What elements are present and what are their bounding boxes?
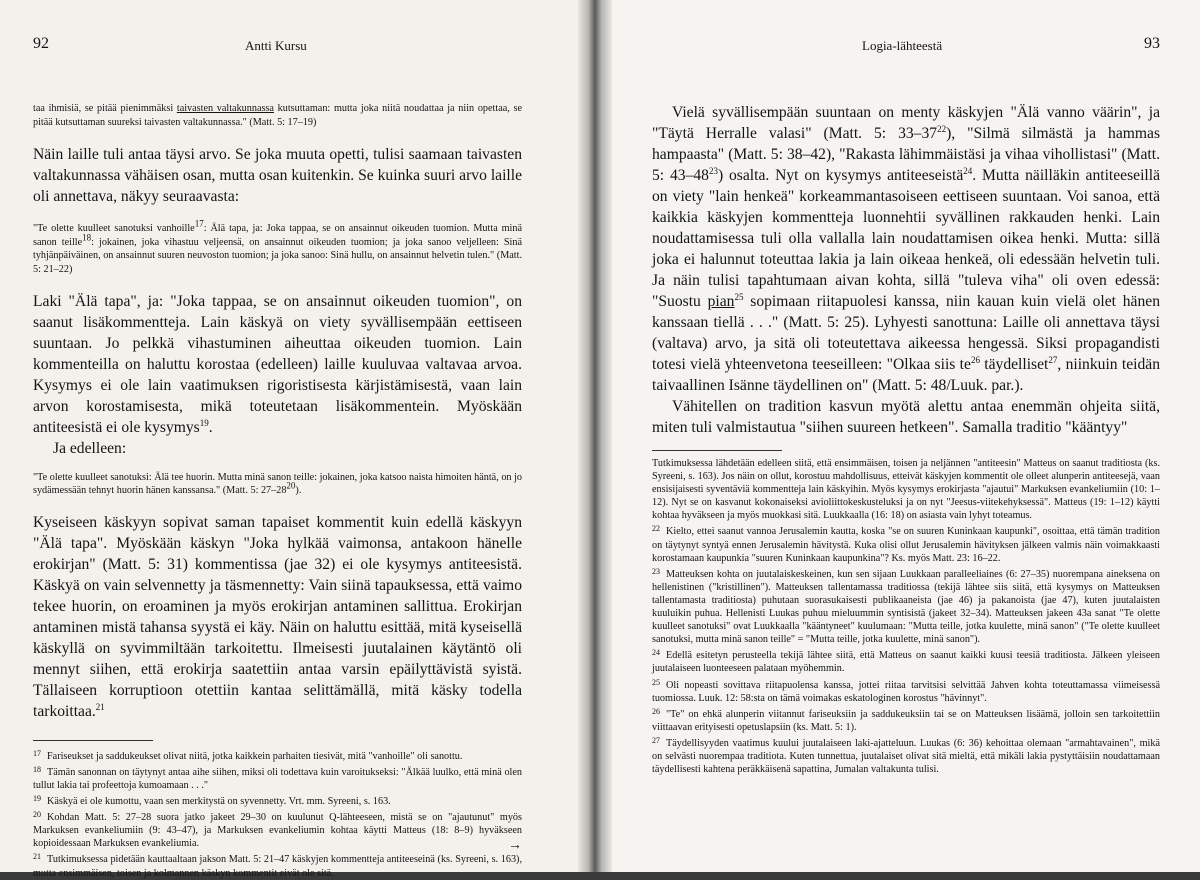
footnote-number: 18 (33, 764, 41, 774)
footnote (652, 676, 1160, 705)
quote-block: "Te olette kuulleet sanotuksi vanhoille$^{17}$: Älä tapa, ja: Joka tappaa, se on ansainnut oikeuden tuomion. Mutta minä sanon teille$^{18}$: jokainen, joka vihastuu veljeensä, on ansainnut oikeuden tuomion; ja joka sanoo veljelleen: Sinä tyhjänpäiväinen, on ansainnut suuren neuvoston tuomion; ja joka sanoo: Sinä hullu, on ansainnut helvetin tulen." (Matt. 5: 21–22) (33, 218, 522, 275)
footnote-number: 25 (652, 677, 660, 687)
footnote-number: 27 (652, 735, 660, 745)
footnote-text: Matteuksen kohta on juutalaiskeskeinen, kun sen sijaan Luukkaan paralleeliaines (6: 27–35) nuorempana aineksena on hellenistinen ("kristillinen"). Matteuksen tallentamassa traditiossa (tekijä lähtee siis siitä, että kysymys on Matteuksen tallentamasta traditiosta) puhutaan suorasukaisesti publikaaneista (jae 46) ja pakanoista (jae 47), kuten juutalaisten kuuluikin puhua. Hellenisti Luukas puhuu mieluummin syntisistä (jakeet 32–34). Matteuksen jakeen 43a sanat "Te olette kuulleet sanotuksi" ovat Luukkaalla "kääntyneet" kuulumaan: "Mutta teille, jotka kuulette, minä sanon" ("Te olette kuulleet sanotuksi, mutta minä sanon teille" = "Mutta teille, jotka kuulette, minä sanon"). (652, 568, 1160, 646)
footnote (652, 522, 1160, 564)
footnote-number: 20 (33, 810, 41, 820)
book-gutter (578, 0, 612, 872)
footnote-number: 24 (652, 648, 660, 658)
footnote-text: Fariseukset ja saddukeukset olivat niitä, jotka kaikkein parhaiten tiesivät, mitä "vanhoille" oli sanottu. (47, 750, 463, 762)
running-head-right: Logia-lähteestä (862, 38, 943, 53)
footnote (33, 850, 522, 879)
body-paragraph: Näin laille tuli antaa täysi arvo. Se joka muuta opetti, tulisi saamaan taivasten valtakunnassa vähäisen osan, mutta osan kuitenkin. Se kuinka suuri arvo laille oli annettava, näkyy seuraavasta: (33, 146, 522, 206)
footnote-number: 23 (652, 566, 660, 576)
footnote-text: Oli nopeasti sovittava riitapuolensa kanssa, jottei riitaa tarvitsisi selvittää Jahven kohta toteuttamassa viimeisessä tuomiossa. Luuk. 12: 58:sta on tämä voimakas eskatologinen korostus "hävinnyt". (652, 679, 1160, 704)
footnote (652, 457, 1160, 522)
footnote (33, 763, 522, 792)
quote-block: "Te olette kuulleet sanotuksi: Älä tee huorin. Mutta minä sanon teille: jokainen, joka katsoo naista himoiten häntä, on jo sydämessään tehnyt huorin hänen kanssansa." (Matt. 5: $27-28^{20}$). (33, 471, 522, 497)
footnote-text: "Te" on ehkä alunperin viitannut fariseuksiin ja saddukeuksiin tai se on Matteuksen lisäämä, jolloin sen tarkoitettiin viittaavan erityisesti opetuslapsiin (ks. Matt. 5: 1). (652, 708, 1160, 733)
footnote (33, 808, 522, 850)
footnote-rule (652, 450, 782, 451)
footnotes-left (33, 747, 522, 880)
footnote (652, 734, 1160, 776)
footnote-number: 26 (652, 706, 660, 716)
footnote-number: 22 (652, 524, 660, 534)
quote-block: taa ihmisiä, se pitää pienimmäksi taivasten valtakunnassa kutsuttaman: mutta joka niitä noudattaa ja niin opettaa, se pitää kutsuttaman suureksi taivasten valtakunnassa." (Matt. 5: 17–19) (33, 103, 522, 128)
footnote-text: Täydellisyyden vaatimus kuului juutalaiseen laki-ajatteluun. Luukas (6: 36) kehoittaa olemaan "armahtavainen", mikä on selvästi nuorempaa traditiota. Kuten tunnettua, juutalaiset olivat sitä mieltä, että mikäli lakia pystyttäisiin noudattamaan täydellisesti kahtena peräkkäisenä sapattina, Jumalan valtakunta tulisi. (652, 737, 1160, 776)
footnote-text: Tutkimuksessa pidetään kauttaaltaan jakson Matt. 5: 21–47 käskyjen kommentteja antiteeseinä (ks. Syreeni, s. 163), mutta ensimmäisen, toisen ja kolmannen käskyn kommentit eivät ole sitä. (33, 854, 522, 879)
page-number-left: 92 (33, 35, 49, 52)
footnote (652, 646, 1160, 675)
footnote-text: Kohdan Matt. 5: 27–28 suora jatko jakeet 29–30 on kuulunut Q-lähteeseen, mistä se on "ajautunut" myös Markuksen evankeliumiin (9: 43–47), ja Markuksen evankeliumin kohtaa käytti Matteus (18: 8–9) hyväkseen kopioidessaan Markuksen evankeliumia. (33, 812, 522, 850)
running-head-left: Antti Kursu (245, 38, 307, 53)
body-paragraph: Ja edelleen: (53, 439, 127, 457)
footnote (652, 565, 1160, 647)
footnote (33, 792, 522, 808)
body-paragraph: Kyseiseen käskyyn sopivat saman tapaiset kommentit kuin edellä käskyyn "Älä tapa". Myöskään käskyn "Joka hylkää vaimonsa, antakoon hänelle erokirjan" (Matt. 5: 31) kommentissa (jae 32) ei ole kysymys antiteesistä. Käskyä on vain selvennetty ja täsmennetty: Vain siinä tapauksessa, että vaimo tekee huorin, on eroaminen ja myös erokirjan antaminen sallittua. Erokirjan antaminen mistä tahansa syystä ei käy. Näin on haluttu esittää, mitä kyseisellä käskyllä on syvimmiltään tarkoitettu. Ilmeisesti juutalainen käytäntö oli mennyt siihen, että erokirja saatettiin antaa varsin epäilyttävistä syistä. Tällaiseen korruptioon otettiin kantaa selittämällä, mitä käsky todella tarkoittaa.$^{21}$ (33, 513, 522, 720)
footnote-rule (33, 740, 153, 741)
footnote-number: 17 (33, 748, 41, 758)
continue-arrow: → (508, 838, 522, 853)
page-number-right: 93 (1144, 35, 1160, 52)
footnote-text: Edellä esitetyn perusteella tekijä lähtee siitä, että Matteus on saanut kaikki kuusi teesiä traditiosta. Jälkeen yleiseen juutalaiseen luonteeseen palataan myöhemmin. (652, 650, 1160, 675)
footnote (33, 747, 522, 763)
footnote-number: 19 (33, 794, 41, 804)
body-paragraph: Vielä syvällisempään suuntaan on menty käskyjen "Älä vanno väärin", ja "Täytä Herralle valasi" (Matt. 5: $33-37^{22}$), "Silmä silmästä ja hammas hampaasta" (Matt. 5: 38–42), "Rakasta lähimmäistäsi ja vihaa vihollistasi" (Matt. 5: $43-48^{23}$) osalta. Nyt on kysymys antiteeseistä$^{24}$. Mutta näilläkin antiteeseillä on viety "lain henkeä" korkeammantasoiseen eettiseen suuntaan. Voi sanoa, että kaikkia käskyjen kommentteja luonnehtii syvällinen rakkauden henki. Lain noudattamisessa tuli olla vallalla lain noudattamisen oikea henki. Mutta: sillä joka ei halunnut toteuttaa lakia ja lain oikeaa henkeä, oli edessään helvetin tuli. Ja näin tulisi tapahtumaan aivan kohta, sillä "tuleva viha" oli oven edessä: "Suostu pian$^{25}$ sopimaan riitapuolesi kanssa, niin kauan kuin vielä olet hänen kanssaan tiellä . . ." (Matt. 5: 25). Lyhyesti sanottuna: Laille oli annettava täysi (valtava) arvo, ja sitä oli toteutettava aikeessa hengessä. Siksi propagandisti totesi vielä yhteenvetona teeseilleen: "Olkaa siis $te^{26}$ täydelliset$^{27}$, niinkuin teidän taivaallinen Isänne täydellinen on" (Matt. 5: 48/Luuk. par.). (652, 104, 1161, 394)
footnote-number: 21 (33, 852, 41, 862)
footnote (652, 705, 1160, 734)
body-paragraph: Laki "Älä tapa", ja: "Joka tappaa, se on ansainnut oikeuden tuomion", on saanut lisäkommentteja. Lain käskyä on viety syvällisempään eettiseen suuntaan. Jo pelkkä vihastuminen aiheuttaa oikeuden tuomion. Lain kommenteilla on haluttu korostaa (edelleen) laille kuuluvaa valtavaa arvoa. Kysymys ei ole lain vaatimuksen rigoristisesta kärjistämisestä, vaan lain arvon korostamisesta, mikä toteutetaan lisäkommentein. Myöskään antiteesistä ei ole kysymys$^{19}$. (33, 292, 522, 436)
footnote-text: Kielto, ettei saanut vannoa Jerusalemin kautta, koska "se on suuren Kuninkaan kaupunki", osoittaa, että tämän tradition on täytynyt syntyä ennen Jerusalemin hävitystä. Kuka olisi ollut Jerusalemin hävityksen jälkeen valmis näin voimakkaasti korostamaan kaupunkia "suuren Kuninkaan kaupunkina"? Ks. myös Matt. 23: 16–22. (652, 526, 1160, 564)
right-page (600, 0, 1200, 872)
footnotes-right (652, 457, 1160, 776)
footnote-text: Käskyä ei ole kumottu, vaan sen merkitystä on syvennetty. Vrt. mm. Syreeni, s. 163. (47, 796, 391, 808)
footnote-text: Tämän sanonnan on täytynyt antaa aihe siihen, miksi oli todettava kuin varoitukseksi: "Älkää luulko, että minä olen tullut lakia tai profeettoja kumoamaan . . ." (33, 766, 522, 791)
footnote-text: Tutkimuksessa lähdetään edelleen siitä, että ensimmäisen, toisen ja neljännen "antiteesin" Matteus on saanut traditiosta (ks. Syreeni, s. 163). Jos näin on ollut, korostuu mahdollisuus, etteivät käskyjen kommentit ole olleet alunperin antiteesejä, vaan ensisijaisesti syventäviä kommentteja lain käskyihin. Myös kysymys erokirjasta "ajautui" Markuksen evankeliumiin (10: 1–12). Nyt se on kasvanut kokonaiseksi avioliittokeskusteluksi ja on nyt "Jeesus-viitekehyksessä". Matteus (19: 1–12) käytti kohtaa hyväkseen ja myös muokkasi sitä. Luukkaalla (16: 18) on asiasta vain lyhyt toteamus. (652, 458, 1160, 522)
body-paragraph: Vähitellen on tradition kasvun myötä alettu antaa enemmän ohjeita siitä, miten tuli valmistautua "siihen suureen hetkeen". Samalla traditio "kääntyy" (652, 398, 1160, 436)
left-page (0, 0, 588, 879)
